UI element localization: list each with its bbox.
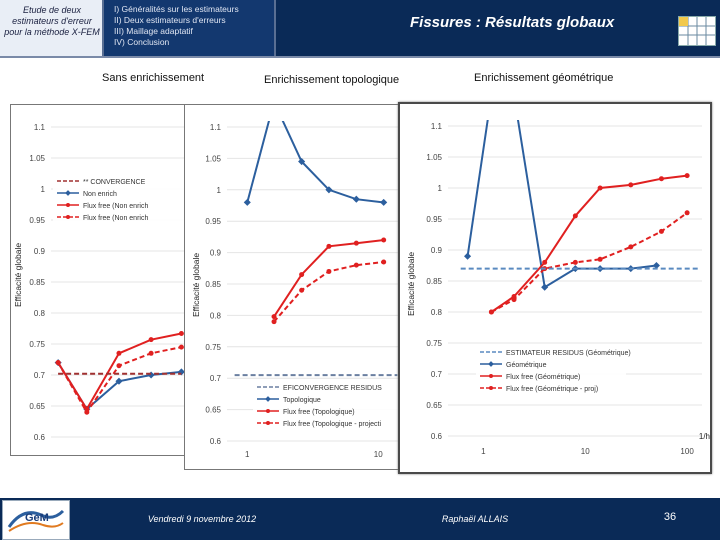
- data-point: [116, 363, 121, 368]
- data-point: [512, 297, 517, 302]
- y-axis-label: Efficacité globale: [191, 252, 201, 318]
- grid-icon: [678, 16, 716, 46]
- legend-marker: [66, 203, 70, 207]
- legend-label: ** CONVERGENCE: [83, 179, 146, 186]
- y-tick-label: 0.75: [29, 340, 45, 349]
- slide-title: Fissures : Résultats globaux: [410, 14, 615, 31]
- series-line: [491, 213, 687, 312]
- data-point: [598, 186, 603, 191]
- data-point: [573, 260, 578, 265]
- y-tick-label: 0.7: [33, 371, 45, 380]
- section-label-box: [0, 0, 104, 56]
- data-point: [380, 199, 387, 206]
- legend-marker: [266, 421, 270, 425]
- page-number: 36: [663, 511, 677, 523]
- legend-label: Flux free (Géométrique - proj): [506, 386, 599, 393]
- outline-item-3[interactable]: III) Maillage adaptatif: [114, 26, 193, 36]
- data-point: [149, 337, 154, 342]
- data-point: [628, 182, 633, 187]
- chart-panel-left: [10, 104, 202, 456]
- data-point: [659, 176, 664, 181]
- legend-label: Non enrich: [83, 191, 117, 198]
- data-point: [149, 351, 154, 356]
- y-tick-label: 0.85: [205, 280, 221, 289]
- legend-marker: [266, 409, 270, 413]
- data-point: [685, 173, 690, 178]
- data-point: [464, 253, 471, 260]
- data-point: [299, 288, 304, 293]
- y-tick-label: 0.95: [29, 216, 45, 225]
- legend-label: ESTIMATEUR RESIDUS (Géométrique): [506, 350, 631, 357]
- outline-item-1[interactable]: I) Généralités sur les estimateurs: [114, 4, 239, 14]
- y-tick-label: 0.65: [205, 405, 221, 415]
- data-point: [381, 238, 386, 243]
- data-point: [272, 319, 277, 324]
- y-tick-label: 0.6: [430, 432, 442, 441]
- chart-right: [400, 104, 714, 476]
- y-axis-label: Efficacité globale: [406, 251, 416, 317]
- y-tick-label: 0.9: [33, 247, 45, 256]
- legend-marker: [489, 374, 493, 378]
- data-point: [148, 371, 155, 378]
- outline-box: [104, 0, 276, 56]
- data-point: [573, 213, 578, 218]
- data-point: [659, 229, 664, 234]
- y-tick-label: 0.85: [29, 278, 45, 287]
- y-tick-label: 0.65: [426, 401, 442, 410]
- y-tick-label: 0.65: [29, 402, 45, 411]
- data-point: [598, 257, 603, 262]
- chart-left: [11, 105, 203, 457]
- section-label: Etude de deux estimateurs d'erreur pour la méthode X-FEM: [4, 5, 100, 37]
- y-tick-label: 0.6: [33, 433, 45, 442]
- x-tick-label: 100: [680, 447, 694, 456]
- x-tick-label: 10: [373, 450, 383, 459]
- y-tick-label: 1.05: [29, 154, 45, 163]
- header-rule: [0, 56, 720, 58]
- data-point: [116, 351, 121, 356]
- y-tick-label: 1.1: [209, 123, 221, 132]
- data-point: [56, 360, 61, 365]
- y-tick-label: 0.9: [209, 248, 221, 258]
- column-title-left: Sans enrichissement: [102, 72, 205, 84]
- legend-label: Géométrique: [506, 362, 547, 369]
- y-tick-label: 1.05: [426, 153, 442, 162]
- y-tick-label: 1.1: [430, 122, 442, 131]
- y-tick-label: 0.85: [426, 277, 442, 286]
- series-line: [58, 363, 181, 410]
- y-tick-label: 1: [437, 184, 442, 193]
- legend-label: EFICONVERGENCE RESIDUS: [283, 385, 382, 392]
- series-line: [274, 240, 384, 317]
- x-tick-label: 10: [580, 447, 590, 456]
- y-tick-label: 0.8: [430, 308, 442, 317]
- y-tick-label: 1: [216, 185, 221, 195]
- outline-item-2[interactable]: II) Deux estimateurs d'erreurs: [114, 15, 226, 25]
- chart-panel-right: [398, 102, 712, 474]
- y-tick-label: 1.05: [205, 154, 221, 164]
- legend-marker: [66, 215, 70, 219]
- y-tick-label: 0.8: [209, 311, 221, 321]
- data-point: [354, 263, 359, 268]
- y-tick-label: 0.75: [205, 342, 221, 352]
- chart-panel-middle: [184, 104, 410, 470]
- legend-marker: [489, 386, 493, 390]
- footer-author: Raphaël ALLAIS: [441, 514, 509, 524]
- data-point: [542, 260, 547, 265]
- slide-footer: [0, 498, 720, 540]
- y-tick-label: 0.6: [209, 437, 221, 446]
- data-point: [326, 269, 331, 274]
- y-tick-label: 0.7: [209, 374, 221, 384]
- chart-middle: [185, 105, 411, 471]
- data-point: [326, 244, 331, 249]
- outline-item-4[interactable]: IV) Conclusion: [114, 37, 170, 47]
- legend-label: Flux free (Géométrique): [506, 374, 581, 381]
- legend-label: Topologique: [283, 397, 321, 404]
- x-axis-label: 1/h: [698, 432, 710, 441]
- y-tick-label: 0.95: [205, 217, 221, 227]
- data-point: [685, 210, 690, 215]
- legend-label: Flux free (Non enrich: [83, 203, 149, 210]
- y-tick-label: 0.7: [430, 370, 442, 379]
- data-point: [299, 272, 304, 277]
- y-tick-label: 1: [40, 185, 45, 194]
- logo-text: GeM: [25, 512, 49, 524]
- legend-label: Flux free (Non enrich: [83, 215, 149, 222]
- y-tick-label: 1.1: [33, 123, 45, 132]
- column-title-middle: Enrichissement topologique: [264, 74, 400, 86]
- data-point: [353, 196, 360, 203]
- data-point: [489, 310, 494, 315]
- y-tick-label: 0.95: [426, 215, 442, 224]
- gem-logo-icon: [2, 500, 70, 540]
- data-point: [628, 244, 633, 249]
- y-tick-label: 0.8: [33, 309, 45, 318]
- data-point: [84, 410, 89, 415]
- x-tick-label: 1: [245, 450, 250, 459]
- series-line: [468, 104, 657, 287]
- data-point: [381, 260, 386, 265]
- footer-date: Vendredi 9 novembre 2012: [147, 514, 257, 524]
- series-line: [247, 105, 383, 202]
- column-title-right: Enrichissement géométrique: [474, 72, 614, 84]
- legend-label: Flux free (Topologique): [283, 409, 355, 416]
- legend-label: Flux free (Topologique - projecti: [283, 421, 382, 428]
- data-point: [354, 241, 359, 246]
- y-axis-label: Efficacité globale: [13, 242, 23, 308]
- x-tick-label: 1: [481, 447, 486, 456]
- series-line: [58, 334, 181, 410]
- y-tick-label: 0.75: [426, 339, 442, 348]
- y-tick-label: 0.9: [430, 246, 442, 255]
- data-point: [244, 199, 251, 206]
